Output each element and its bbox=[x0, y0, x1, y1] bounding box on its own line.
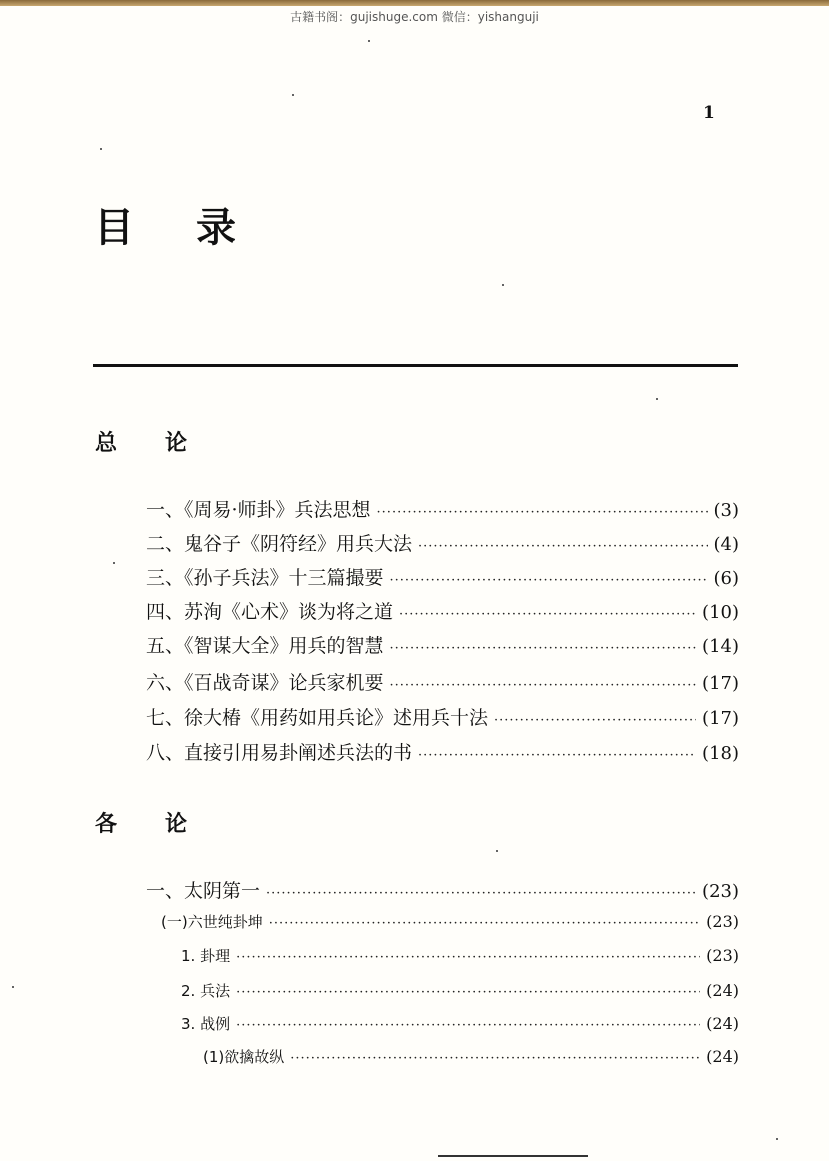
toc-entry-page: (4) bbox=[713, 534, 739, 555]
page-top-border bbox=[0, 0, 829, 6]
toc-entry-page: (24) bbox=[706, 1047, 739, 1066]
toc-entry-page: (18) bbox=[702, 743, 739, 764]
toc-entry-page: (24) bbox=[706, 1014, 739, 1033]
toc-entry-title: 七、徐大椿《用药如用兵论》述用兵十法 bbox=[146, 707, 489, 729]
toc-entry[interactable] bbox=[146, 738, 739, 765]
scan-speck bbox=[113, 562, 115, 564]
leader-dots bbox=[399, 607, 696, 622]
scan-speck bbox=[656, 398, 658, 400]
toc-entry[interactable] bbox=[146, 529, 739, 556]
toc-entry-page: (6) bbox=[713, 568, 739, 589]
toc-entry[interactable] bbox=[146, 703, 739, 730]
toc-entry[interactable] bbox=[203, 1046, 739, 1067]
leader-dots bbox=[266, 886, 696, 901]
leader-dots bbox=[269, 916, 700, 931]
toc-entry-page: (10) bbox=[702, 602, 739, 623]
leader-dots bbox=[494, 713, 696, 728]
leader-dots bbox=[390, 573, 708, 588]
leader-dots bbox=[236, 950, 700, 965]
toc-entry[interactable] bbox=[161, 911, 739, 932]
toc-entry[interactable] bbox=[146, 876, 739, 903]
toc-entry[interactable] bbox=[146, 597, 739, 624]
leader-dots bbox=[418, 748, 696, 763]
toc-entry-title: 五、《智谋大全》用兵的智慧 bbox=[146, 635, 384, 657]
toc-entry-title: 三、《孙子兵法》十三篇撮要 bbox=[146, 567, 384, 589]
toc-entry[interactable] bbox=[146, 495, 739, 522]
toc-entry-title: 二、鬼谷子《阴符经》用兵大法 bbox=[146, 533, 413, 555]
section-heading-general: 总论 bbox=[95, 431, 236, 456]
toc-entry-title: 3. 战例 bbox=[181, 1015, 231, 1033]
section-heading-specific: 各论 bbox=[95, 812, 236, 837]
scan-speck bbox=[776, 1138, 778, 1140]
scan-speck bbox=[292, 94, 294, 96]
toc-entry-title: (一)六世纯卦坤 bbox=[161, 913, 263, 931]
toc-entry-title: 一、太阴第一 bbox=[146, 880, 261, 902]
toc-entry-page: (17) bbox=[702, 673, 739, 694]
toc-entry-page: (17) bbox=[702, 708, 739, 729]
toc-entry[interactable] bbox=[146, 668, 739, 695]
toc-entry[interactable] bbox=[181, 980, 739, 1001]
page-number: 1 bbox=[703, 103, 715, 123]
scan-speck bbox=[502, 284, 504, 286]
leader-dots bbox=[418, 539, 707, 554]
toc-entry-page: (23) bbox=[702, 881, 739, 902]
toc-entry[interactable] bbox=[146, 631, 739, 658]
scan-speck bbox=[12, 986, 14, 988]
scan-speck bbox=[368, 40, 370, 42]
leader-dots bbox=[290, 1051, 700, 1066]
toc-entry-page: (14) bbox=[702, 636, 739, 657]
toc-entry-title: 八、直接引用易卦阐述兵法的书 bbox=[146, 742, 413, 764]
page-title: 目录 bbox=[94, 205, 298, 251]
leader-dots bbox=[390, 678, 697, 693]
leader-dots bbox=[390, 641, 697, 656]
toc-entry-title: (1)欲擒故纵 bbox=[203, 1048, 285, 1066]
toc-entry-page: (24) bbox=[706, 981, 739, 1000]
footer-rule bbox=[438, 1155, 588, 1157]
toc-entry-page: (3) bbox=[713, 500, 739, 521]
toc-entry[interactable] bbox=[146, 563, 739, 590]
toc-entry[interactable] bbox=[181, 1013, 739, 1034]
leader-dots bbox=[377, 505, 708, 520]
scan-speck bbox=[100, 148, 102, 150]
toc-entry-title: 六、《百战奇谋》论兵家机要 bbox=[146, 672, 384, 694]
leader-dots bbox=[236, 1018, 700, 1033]
toc-entry-page: (23) bbox=[706, 946, 739, 965]
watermark: 古籍书阁：gujishuge.com 微信：yishanguji bbox=[290, 10, 539, 24]
title-rule bbox=[93, 364, 738, 367]
toc-entry-title: 1. 卦理 bbox=[181, 947, 231, 965]
scan-speck bbox=[496, 850, 498, 852]
toc-entry-title: 2. 兵法 bbox=[181, 982, 231, 1000]
toc-entry-title: 四、苏洵《心术》谈为将之道 bbox=[146, 601, 394, 623]
leader-dots bbox=[236, 985, 700, 1000]
toc-entry-page: (23) bbox=[706, 912, 739, 931]
toc-entry[interactable] bbox=[181, 945, 739, 966]
toc-entry-title: 一、《周易·师卦》兵法思想 bbox=[146, 499, 371, 521]
